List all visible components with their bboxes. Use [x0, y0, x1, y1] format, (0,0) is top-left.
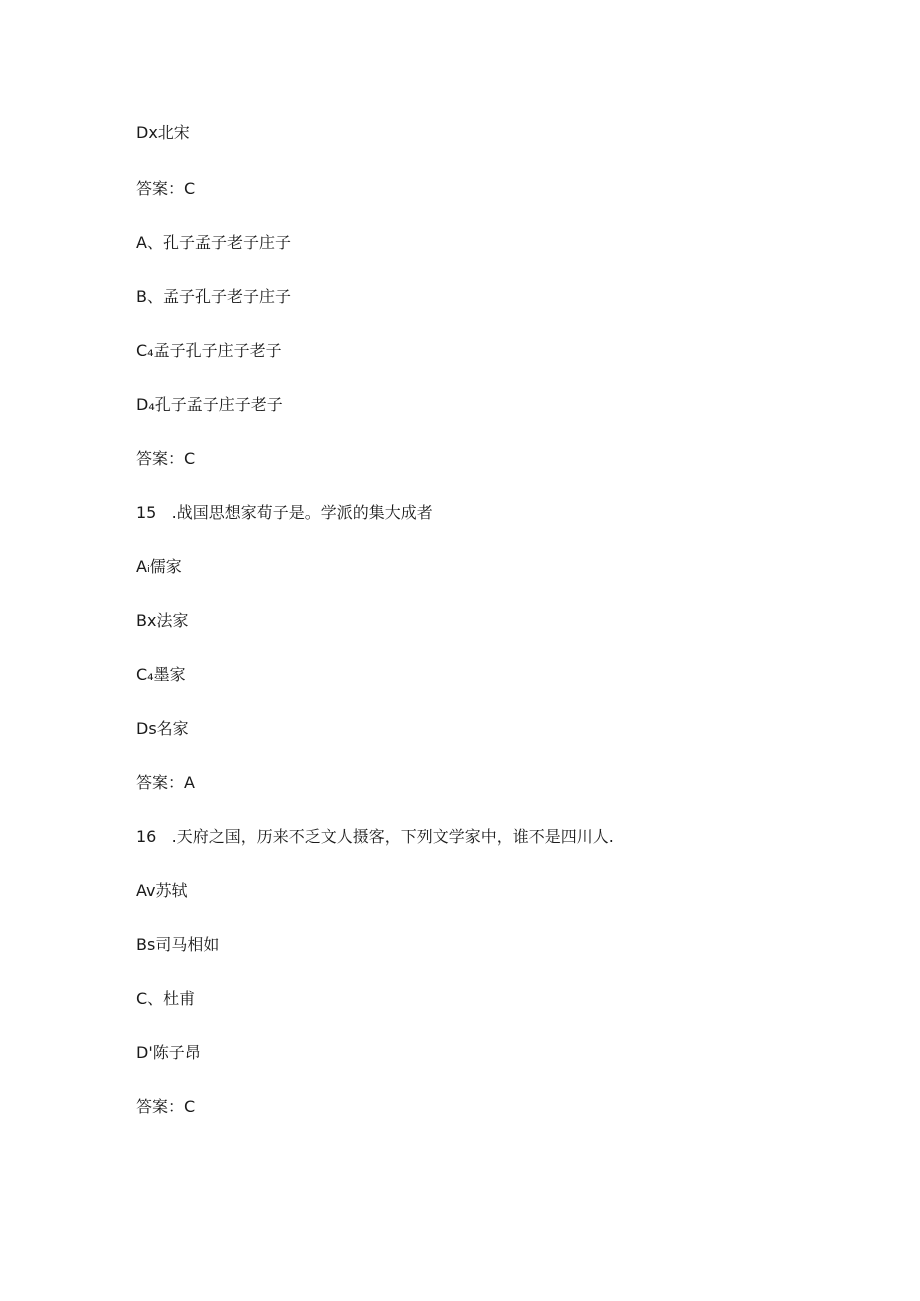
q15-answer: 答案：A: [136, 773, 195, 792]
q16-answer: 答案：C: [136, 1097, 196, 1116]
option-d-north-song: Dx北宋: [136, 123, 190, 142]
q16-option-c: C、杜甫: [136, 989, 196, 1008]
question-16: 16 .天府之国，历来不乏文人摄客，下列文学家中，谁不是四川人.: [136, 827, 614, 846]
answer-line: 答案：C: [136, 179, 196, 198]
option-b: B、孟子孔子老子庄子: [136, 287, 291, 306]
q15-option-c: C₄墨家: [136, 665, 186, 684]
q16-option-d: D'陈子昂: [136, 1043, 201, 1062]
option-c: C₄孟子孔子庄子老子: [136, 341, 282, 360]
q16-option-a: Av苏轼: [136, 881, 188, 900]
option-d: D₄孔子孟子庄子老子: [136, 395, 283, 414]
answer-line: 答案：C: [136, 449, 196, 468]
question-15: 15 .战国思想家荀子是。学派的集大成者: [136, 503, 433, 522]
q15-option-a: Aᵢ儒家: [136, 557, 182, 576]
q15-option-b: Bx法家: [136, 611, 189, 630]
q16-option-b: Bs司马相如: [136, 935, 220, 954]
option-a: A、孔子孟子老子庄子: [136, 233, 291, 252]
q15-option-d: Ds名家: [136, 719, 189, 738]
